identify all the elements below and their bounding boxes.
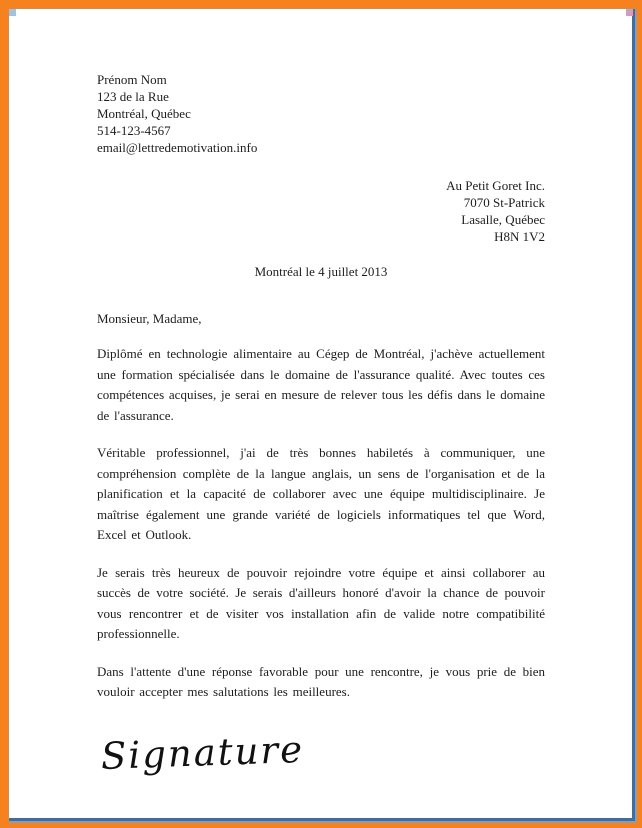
salutation: Monsieur, Madame, [97,311,202,326]
sender-city: Montréal, Québec [97,106,191,121]
recipient-address-block [97,177,545,245]
recipient-city: Lasalle, Québec [461,212,545,227]
paragraph-intro: Diplômé en technologie alimentaire au Cégep de Montréal, j'achève actuellement une formation spécialisée dans le domaine de l'assurance qualité. Avec toutes ces compétences acquises, je serai en mesure de relever tous les défis dans le domaine de l'assurance. [97,346,545,423]
paragraph-motivation: Je serais très heureux de pouvoir rejoindre votre équipe et ainsi collaborer au succès de votre société. Je serais d'ailleurs honoré d'avoir la chance de pouvoir vous rencontrer et de visiter vos installation afin de valide notre compatibilité professionnelle. [97,564,545,641]
date-line: Montréal le 4 juillet 2013 [254,264,388,279]
sender-email: email@lettredemotivation.info [97,140,258,155]
sender-name: Prénom Nom [97,72,167,87]
recipient-street: 7070 St-Patrick [463,195,545,210]
selection-handle-top-left [9,9,16,16]
handwritten-signature: Signature [100,727,305,778]
sender-phone: 514-123-4567 [97,123,171,138]
paragraph-skills: Véritable professionnel, j'ai de très bonnes habiletés à communiquer, une compréhension complète de la langue anglais, un sens de l'organisation et de la planification et la capacité de collaborer avec une équipe multidisciplinaire. Je maîtrise également une grande variété de logiciels informatiques tel que Word, Excel et Outlook. [97,445,545,542]
paragraph-closing: Dans l'attente d'une réponse favorable pour une rencontre, je vous prie de bien vouloir accepter mes salutations les meilleures. [97,663,545,699]
sender-address-block [97,71,545,156]
sender-street: 123 de la Rue [97,89,169,104]
recipient-postal-code: H8N 1V2 [494,229,545,244]
letter-body [97,344,545,703]
recipient-company: Au Petit Goret Inc. [446,178,545,193]
selection-handle-top-right [626,9,633,16]
